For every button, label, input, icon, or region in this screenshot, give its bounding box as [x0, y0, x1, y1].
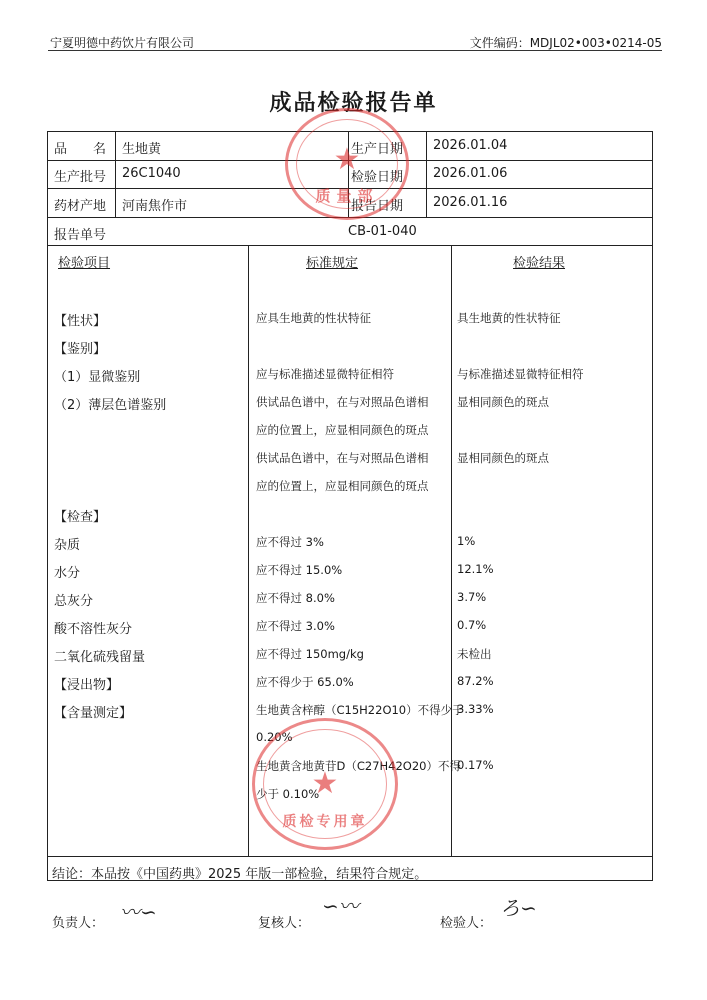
row-std: 应与标准描述显微特征相符 [256, 367, 394, 381]
row-std: 应不得过 15.0% [256, 563, 343, 577]
vrule-a [115, 132, 116, 217]
vrule-c [426, 132, 427, 217]
stamp-star-icon: ★ [333, 142, 361, 177]
row-std: 应不得少于 65.0% [256, 675, 354, 689]
report-no-label: 报告单号 [54, 228, 107, 243]
stamp-star-icon: ★ [311, 766, 339, 801]
report-date-label: 报告日期 [351, 199, 404, 214]
prod-date-value: 2026.01.04 [433, 138, 508, 153]
row-result: 显相同颜色的斑点 [457, 395, 549, 409]
stamp-dept-text: 质量部 [315, 187, 379, 205]
row-result: 3.7% [457, 590, 487, 604]
row-item: 水分 [54, 566, 81, 581]
row-item: 【检查】 [54, 510, 107, 525]
row-std: 供试品色谱中，在与对照品色谱相 [256, 451, 429, 465]
row-item: 杂质 [54, 538, 81, 553]
inspector-label: 检验人： [440, 916, 493, 931]
reviewer-signature: ∽〰 [322, 894, 359, 918]
row-result: 87.2% [457, 674, 494, 688]
name-label: 品 名 [54, 142, 107, 157]
row-std: 应的位置上，应显相同颜色的斑点 [256, 479, 429, 493]
row-std: 少于 0.10% [256, 787, 320, 801]
responsible-signature: 〰∽ [120, 900, 157, 924]
inspector-signature: ろ∽ [500, 896, 537, 920]
row-result: 1% [457, 534, 476, 548]
row-std: 应不得过 150mg/kg [256, 647, 364, 661]
col-item-header: 检验项目 [58, 256, 111, 271]
rule-4 [48, 245, 652, 246]
qc-seal-stamp [252, 718, 398, 850]
row-item: 酸不溶性灰分 [54, 622, 133, 637]
report-date-value: 2026.01.16 [433, 195, 508, 210]
report-title: 成品检验报告单 [269, 91, 438, 116]
row-result: 具生地黄的性状特征 [457, 311, 561, 325]
prod-date-label: 生产日期 [351, 142, 404, 157]
row-result: 12.1% [457, 562, 494, 576]
rule-5 [48, 856, 652, 857]
header-rule [48, 50, 662, 51]
vrule-d [248, 245, 249, 856]
row-result: 与标准描述显微特征相符 [457, 367, 584, 381]
row-std: 应具生地黄的性状特征 [256, 311, 371, 325]
row-std: 应不得过 8.0% [256, 591, 335, 605]
row-result: 显相同颜色的斑点 [457, 451, 549, 465]
row-std: 生地黄含地黄苷D（C27H42O20）不得 [256, 759, 461, 773]
stamp-dept-text: 质检专用章 [282, 814, 368, 830]
row-std: 应不得过 3% [256, 535, 324, 549]
batch-label: 生产批号 [54, 170, 107, 185]
quality-dept-stamp [285, 108, 409, 220]
row-std: 0.20% [256, 730, 293, 744]
row-item: 【鉴别】 [54, 342, 107, 357]
row-result: 0.17% [457, 758, 494, 772]
row-item: 【性状】 [54, 314, 107, 329]
row-item: 【含量测定】 [54, 706, 133, 721]
row-std: 生地黄含梓醇（C15H22O10）不得少于 [256, 703, 464, 717]
row-item: （1）显微鉴别 [54, 370, 141, 385]
col-std-header: 标准规定 [306, 256, 359, 271]
row-item: （2）薄层色谱鉴别 [54, 398, 167, 413]
row-std: 应的位置上，应显相同颜色的斑点 [256, 423, 429, 437]
reviewer-label: 复核人： [258, 916, 311, 931]
row-result: 3.33% [457, 702, 494, 716]
test-date-label: 检验日期 [351, 170, 404, 185]
origin-value: 河南焦作市 [122, 199, 188, 214]
row-item: 总灰分 [54, 594, 94, 609]
origin-label: 药材产地 [54, 199, 107, 214]
batch-value: 26C1040 [122, 166, 181, 181]
row-item: 二氧化硫残留量 [54, 650, 146, 665]
row-std: 应不得过 3.0% [256, 619, 335, 633]
row-std: 供试品色谱中，在与对照品色谱相 [256, 395, 429, 409]
row-result: 未检出 [457, 647, 492, 661]
name-value: 生地黄 [122, 142, 162, 157]
conclusion: 结论：本品按《中国药典》2025 年版一部检验，结果符合规定。 [52, 867, 428, 882]
test-date-value: 2026.01.06 [433, 166, 508, 181]
responsible-label: 负责人： [52, 916, 105, 931]
col-result-header: 检验结果 [513, 256, 566, 271]
row-item: 【浸出物】 [54, 678, 120, 693]
company-name: 宁夏明德中药饮片有限公司 [50, 36, 195, 50]
row-result: 0.7% [457, 618, 487, 632]
report-no-value: CB-01-040 [348, 224, 417, 239]
document-number: 文件编码：MDJL02•003•0214-05 [469, 36, 662, 50]
